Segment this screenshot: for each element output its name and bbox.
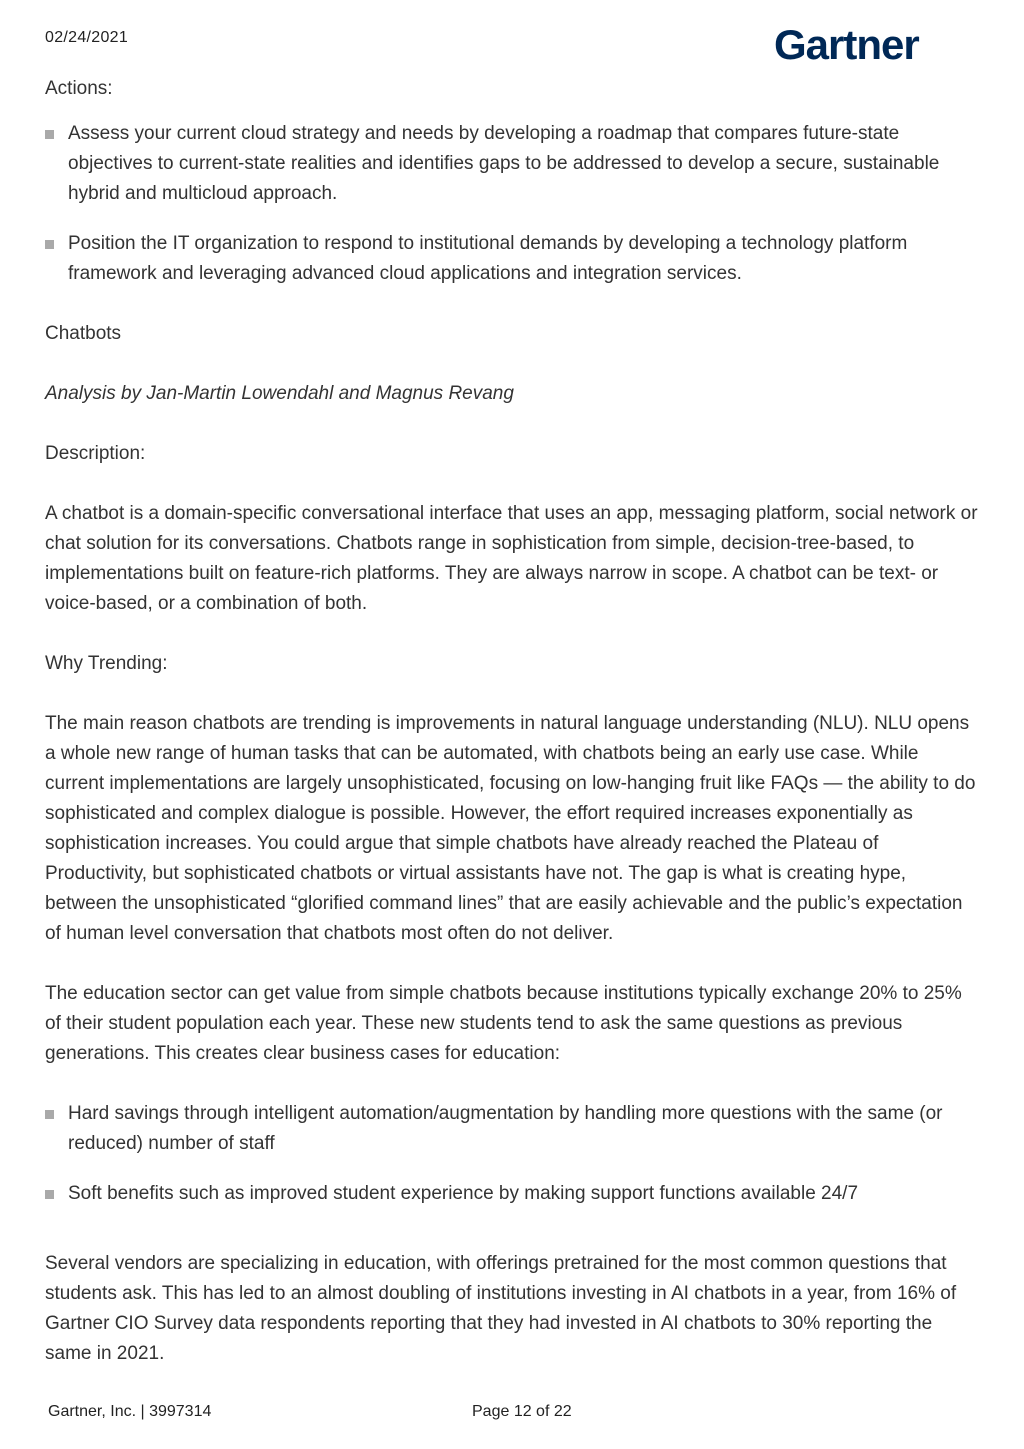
- section-title: Chatbots: [45, 323, 122, 344]
- vendors-paragraph: Several vendors are specializing in education, with offerings pretrained for the most common questions that students ask. This has led to an almost doubling of institutions investing in AI chatbots in a year, from 16% of Gartner CIO Survey data respondents reporting that they had invested in AI chatbots to 30% reporting the same in 2021.: [45, 1253, 957, 1364]
- list-item: [45, 229, 980, 289]
- description-paragraph: A chatbot is a domain-specific conversational interface that uses an app, messaging platform, social network or chat solution for its conversations. Chatbots range in sophistication from simple, decision-tree-based, to implementations built on feature-rich platforms. They are always narrow in scope. A chatbot can be text- or voice-based, or a combination of both.: [45, 503, 978, 614]
- square-bullet-icon: [45, 1110, 54, 1119]
- description-heading: Description:: [45, 443, 146, 464]
- list-item-text: Hard savings through intelligent automation/augmentation by handling more questions with the same (or reduced) number of staff: [68, 1103, 943, 1154]
- list-item: [45, 119, 980, 209]
- page-content: [45, 74, 980, 1369]
- actions-list: [45, 119, 980, 289]
- actions-heading: Actions:: [45, 78, 113, 99]
- square-bullet-icon: [45, 130, 54, 139]
- why-trending-paragraph: The main reason chatbots are trending is improvements in natural language understanding (NLU). NLU opens a whole new range of human tasks that can be automated, with chatbots being an early use case. While current implementations are largely unsophisticated, focusing on low-hanging fruit like FAQs — the ability to do sophisticated and complex dialogue is possible. However, the effort required increases exponentially as sophistication increases. You could argue that simple chatbots have already reached the Plateau of Productivity, but sophisticated chatbots or virtual assistants have not. The gap is what is creating hype, between the unsophisticated “glorified command lines” that are easily achievable and the public’s expectation of human level conversation that chatbots most often do not deliver.: [45, 713, 976, 944]
- business-cases-list: [45, 1099, 980, 1209]
- list-item-text: Assess your current cloud strategy and needs by developing a roadmap that compares future-state objectives to current-state realities and identifies gaps to be addressed to develop a secure, sustainable hybrid and multicloud approach.: [68, 123, 940, 204]
- list-item: [45, 1099, 980, 1159]
- document-date: 02/24/2021: [45, 29, 129, 46]
- footer-company: Gartner, Inc. | 3997314: [48, 1403, 212, 1420]
- footer-page-number: Page 12 of 22: [472, 1403, 572, 1420]
- list-item: [45, 1179, 980, 1209]
- list-item-text: Soft benefits such as improved student experience by making support functions available 24/7: [68, 1183, 859, 1204]
- why-trending-heading: Why Trending:: [45, 653, 168, 674]
- byline: Analysis by Jan-Martin Lowendahl and Magnus Revang: [45, 383, 514, 404]
- list-item-text: Position the IT organization to respond to institutional demands by developing a technology platform framework and leveraging advanced cloud applications and integration services.: [68, 233, 908, 284]
- gartner-logo: Gartner: [774, 21, 919, 68]
- square-bullet-icon: [45, 1190, 54, 1199]
- education-paragraph: The education sector can get value from simple chatbots because institutions typically exchange 20% to 25% of their student population each year. These new students tend to ask the same questions as previous generations. This creates clear business cases for education:: [45, 983, 962, 1064]
- square-bullet-icon: [45, 240, 54, 249]
